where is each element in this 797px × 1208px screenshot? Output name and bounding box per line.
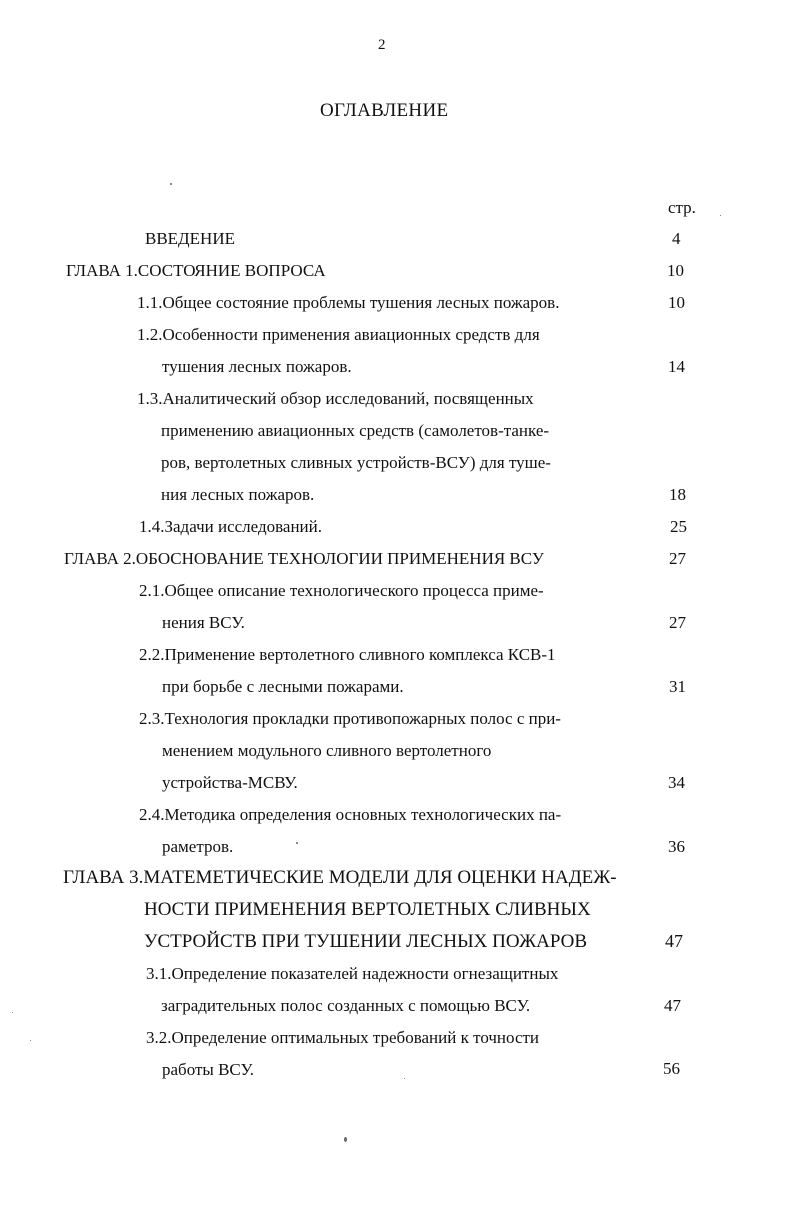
toc-entry-section-3-2[interactable]: 3.2.Определение оптимальных требований к точности [146,1028,540,1047]
scan-speck [30,1040,31,1041]
toc-entry-chapter-2[interactable]: ГЛАВА 2.ОБОСНОВАНИЕ ТЕХНОЛОГИИ ПРИМЕНЕНИЯ ВСУ [64,549,544,568]
toc-entry-introduction[interactable]: ВВЕДЕНИЕ [145,229,235,248]
toc-entry-section-2-1[interactable]: 2.1.Общее описание технологического процесса приме- [139,581,544,600]
toc-entry-page: 31 [669,677,686,696]
toc-entry-line: НОСТИ ПРИМЕНЕНИЯ ВЕРТОЛЕТНЫХ СЛИВНЫХ [144,899,591,920]
toc-entry-section-3-1[interactable]: 3.1.Определение показателей надежности огнезащитных [146,964,559,983]
toc-entry-page: 47 [665,931,683,951]
toc-entry-chapter-3[interactable]: ГЛАВА 3.МАТЕМЕТИЧЕСКИЕ МОДЕЛИ ДЛЯ ОЦЕНКИ НАДЕЖ- [63,867,617,888]
toc-entry-section-2-2[interactable]: 2.2.Применение вертолетного сливного комплекса КСВ-1 [139,645,556,664]
scan-speck [404,1078,405,1079]
toc-entry-page: 34 [668,773,685,792]
toc-entry-section-1-2[interactable]: 1.2.Особенности применения авиационных средств для [137,325,540,344]
toc-entry-page: 36 [668,837,685,856]
toc-entry-line: ров, вертолетных сливных устройств-ВСУ) для туше- [161,453,551,472]
toc-entry-section-2-4[interactable]: 2.4.Методика определения основных технологических па- [139,805,562,824]
scan-speck [344,1137,347,1142]
toc-entry-line: УСТРОЙСТВ ПРИ ТУШЕНИИ ЛЕСНЫХ ПОЖАРОВ [144,931,588,952]
toc-entry-line: при борьбе с лесными пожарами. [162,677,404,696]
scan-speck [12,1012,13,1013]
toc-entry-page: 14 [668,357,685,376]
scan-speck [720,215,721,216]
toc-entry-chapter-1[interactable]: ГЛАВА 1.СОСТОЯНИЕ ВОПРОСА [66,261,326,280]
page-number: 2 [378,37,386,53]
toc-entry-page: 56 [663,1059,680,1078]
toc-entry-page: 27 [669,549,686,568]
toc-entry-page: 47 [664,996,681,1015]
toc-entry-line: работы ВСУ. [162,1060,255,1079]
toc-entry-line: нения ВСУ. [162,613,245,632]
toc-entry-line: менением модульного сливного вертолетного [162,741,492,760]
toc-entry-page: 10 [668,293,685,312]
toc-entry-page: 4 [672,229,681,248]
toc-entry-line: применению авиационных средств (самолетов-танке- [161,421,550,440]
toc-entry-section-1-4[interactable]: 1.4.Задачи исследований. [139,517,323,536]
toc-entry-page: 10 [667,261,684,280]
toc-entry-page: 25 [670,517,687,536]
page-title: ОГЛАВЛЕНИЕ [320,100,449,121]
scan-speck [296,842,298,844]
toc-entry-section-1-3[interactable]: 1.3.Аналитический обзор исследований, посвященных [137,389,534,408]
pages-column-label: стр. [668,198,696,217]
toc-entry-line: раметров. [162,837,234,856]
toc-entry-line: ния лесных пожаров. [161,485,315,504]
toc-entry-line: тушения лесных пожаров. [162,357,352,376]
toc-entry-line: заградительных полос созданных с помощью ВСУ. [161,996,531,1015]
toc-entry-section-1-1[interactable]: 1.1.Общее состояние проблемы тушения лесных пожаров. [137,293,560,312]
toc-entry-page: 18 [669,485,686,504]
scan-speck [170,183,172,185]
toc-entry-page: 27 [669,613,686,632]
toc-entry-section-2-3[interactable]: 2.3.Технология прокладки противопожарных полос с при- [139,709,561,728]
toc-entry-line: устройства-МСВУ. [162,773,298,792]
